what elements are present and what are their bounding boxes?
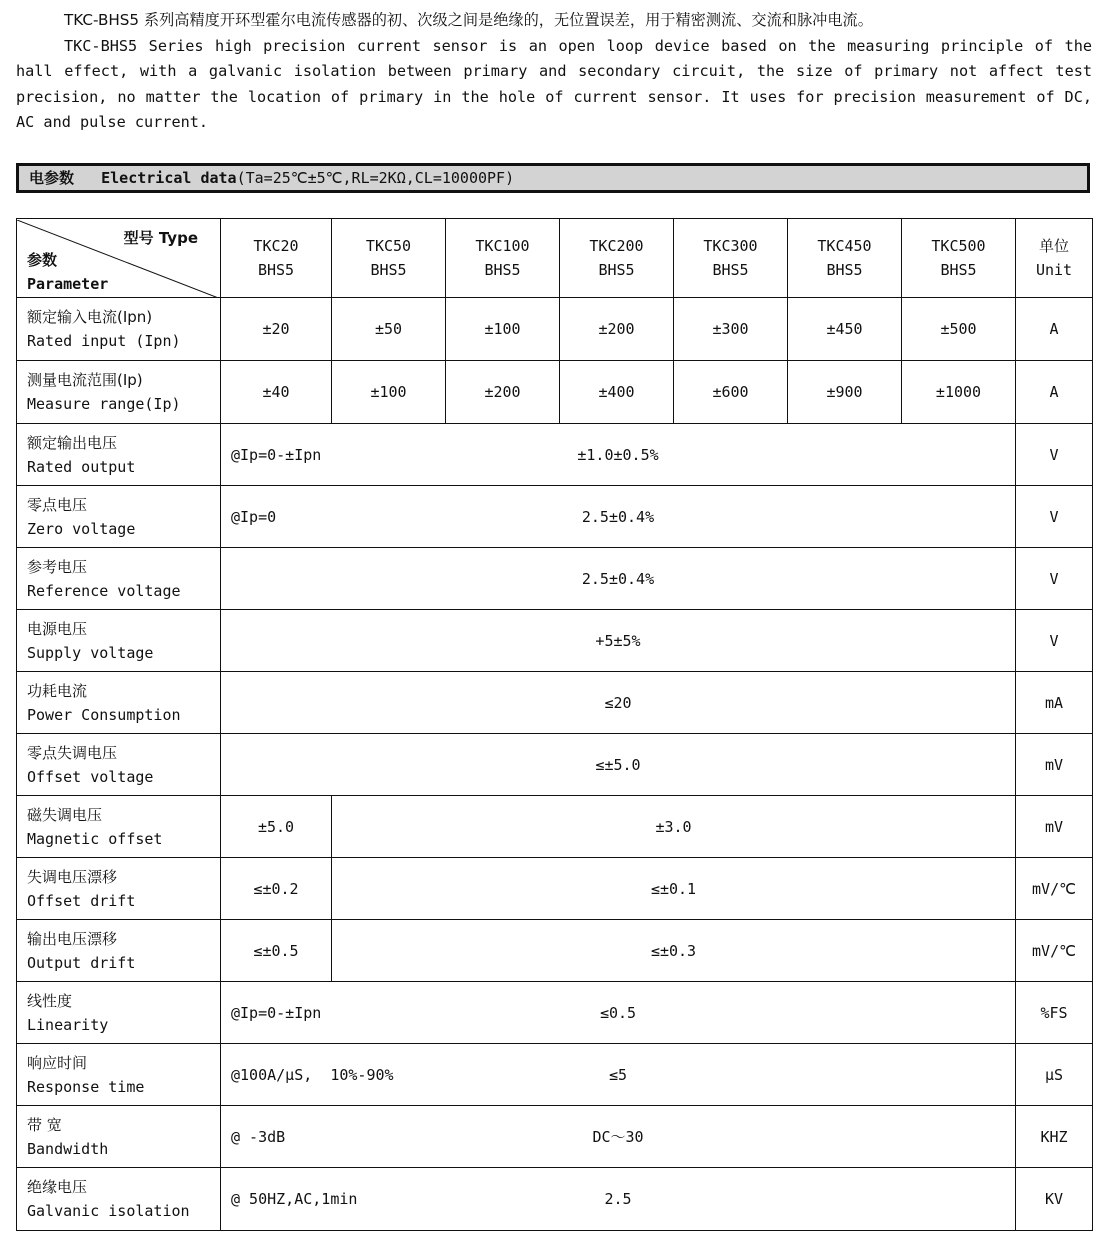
unit-cell: μS: [1016, 1044, 1093, 1106]
value-text: ≤5: [608, 1065, 628, 1084]
row-output-drift: [17, 920, 1093, 982]
condition-text: @Ip=0: [231, 507, 277, 526]
param-label: 额定输出电压 Rated output: [17, 424, 221, 486]
unit-cell: mV: [1016, 734, 1093, 796]
value-span-cell: ≤±0.3: [332, 920, 1016, 982]
value-cell: ±100: [332, 361, 446, 424]
row-rated-input: [17, 298, 1093, 361]
intro-text: [16, 8, 1092, 136]
condition-text: @Ip=0-±Ipn: [231, 445, 322, 464]
value-cell: ±300: [674, 298, 788, 361]
row-power-consumption: [17, 672, 1093, 734]
header-model-tkc50: TKC50 BHS5: [332, 219, 446, 298]
value-cell: ±5.0: [221, 796, 332, 858]
value-text: ≤0.5: [599, 1003, 637, 1022]
param-label: 输出电压漂移 Output drift: [17, 920, 221, 982]
value-span-cell: ≤±0.1: [332, 858, 1016, 920]
condition-text: @100A/μS, 10%-90%: [231, 1065, 394, 1084]
value-span-cell: ≤±5.0: [221, 734, 1016, 796]
header-model-tkc100: TKC100 BHS5: [446, 219, 560, 298]
row-magnetic-offset: [17, 796, 1093, 858]
value-cell: ±450: [788, 298, 902, 361]
value-text: DC～30: [592, 1127, 644, 1146]
param-label: 参考电压 Reference voltage: [17, 548, 221, 610]
unit-cell: mA: [1016, 672, 1093, 734]
header-model-tkc300: TKC300 BHS5: [674, 219, 788, 298]
value-span-cell: [221, 486, 1016, 548]
value-cell: ±40: [221, 361, 332, 424]
unit-cell: A: [1016, 361, 1093, 424]
header-unit: 单位 Unit: [1016, 219, 1093, 298]
row-offset-drift: [17, 858, 1093, 920]
unit-cell: V: [1016, 548, 1093, 610]
value-cell: ±20: [221, 298, 332, 361]
value-span-cell: [221, 1168, 1016, 1231]
section-header-electrical-data: [16, 163, 1090, 193]
header-model-tkc450: TKC450 BHS5: [788, 219, 902, 298]
param-label: 线性度 Linearity: [17, 982, 221, 1044]
unit-cell: mV/℃: [1016, 858, 1093, 920]
value-span-cell: [221, 982, 1016, 1044]
row-measure-range: [17, 361, 1093, 424]
row-bandwidth: [17, 1106, 1093, 1168]
unit-cell: KV: [1016, 1168, 1093, 1231]
value-span-cell: ≤20: [221, 672, 1016, 734]
header-diagonal-cell: [17, 219, 221, 298]
row-rated-output: [17, 424, 1093, 486]
value-cell: ±500: [902, 298, 1016, 361]
row-supply-voltage: [17, 610, 1093, 672]
value-span-cell: [221, 424, 1016, 486]
section-title-zh: 电参数: [29, 169, 75, 187]
value-cell: ±600: [674, 361, 788, 424]
value-cell: ±400: [560, 361, 674, 424]
row-linearity: [17, 982, 1093, 1044]
unit-cell: V: [1016, 424, 1093, 486]
value-span-cell: +5±5%: [221, 610, 1016, 672]
value-text: 2.5: [604, 1190, 632, 1208]
unit-cell: mV: [1016, 796, 1093, 858]
electrical-data-table: [16, 218, 1093, 1231]
header-param-en: Parameter: [27, 274, 109, 293]
unit-cell: KHZ: [1016, 1106, 1093, 1168]
unit-cell: A: [1016, 298, 1093, 361]
section-conditions: (Ta=25℃±5℃,RL=2KΩ,CL=10000PF): [236, 169, 515, 187]
value-span-cell: [221, 1044, 1016, 1106]
value-cell: ≤±0.2: [221, 858, 332, 920]
param-label: 功耗电流 Power Consumption: [17, 672, 221, 734]
unit-cell: mV/℃: [1016, 920, 1093, 982]
param-label: 磁失调电压 Magnetic offset: [17, 796, 221, 858]
param-label: 绝缘电压 Galvanic isolation: [17, 1168, 221, 1231]
param-label: 零点失调电压 Offset voltage: [17, 734, 221, 796]
table-header-row: [17, 219, 1093, 298]
param-label: 电源电压 Supply voltage: [17, 610, 221, 672]
row-galvanic-isolation: [17, 1168, 1093, 1231]
param-label: 零点电压 Zero voltage: [17, 486, 221, 548]
intro-chinese: TKC-BHS5 系列高精度开环型霍尔电流传感器的初、次级之间是绝缘的，无位置误差，用于精密测流、交流和脉冲电流。: [64, 11, 873, 29]
condition-text: @Ip=0-±Ipn: [231, 1003, 322, 1022]
row-response-time: [17, 1044, 1093, 1106]
unit-cell: V: [1016, 486, 1093, 548]
value-cell: ±900: [788, 361, 902, 424]
param-label: 失调电压漂移 Offset drift: [17, 858, 221, 920]
param-label: 额定输入电流(Ipn) Rated input (Ipn): [17, 298, 221, 361]
value-text: ±1.0±0.5%: [577, 445, 659, 464]
value-cell: ±50: [332, 298, 446, 361]
value-text: 2.5±0.4%: [581, 507, 655, 526]
param-label: 测量电流范围(Ip) Measure range(Ip): [17, 361, 221, 424]
param-label: 响应时间 Response time: [17, 1044, 221, 1106]
unit-cell: V: [1016, 610, 1093, 672]
row-reference-voltage: [17, 548, 1093, 610]
condition-text: @ -3dB: [231, 1127, 286, 1146]
header-param-zh: 参数: [27, 250, 58, 269]
value-cell: ±200: [560, 298, 674, 361]
row-offset-voltage: [17, 734, 1093, 796]
param-label: 带 宽 Bandwidth: [17, 1106, 221, 1168]
header-model-tkc200: TKC200 BHS5: [560, 219, 674, 298]
condition-text: @ 50HZ,AC,1min: [231, 1190, 358, 1208]
value-cell: ±100: [446, 298, 560, 361]
intro-english: TKC-BHS5 Series high precision current sensor is an open loop device based on the measuring principle of the hall effect, with a galvanic isolation between primary and secondary circuit, the size of primary not affect test precision, no matter the location of primary in the hole of current sensor. It uses for precision measurement of DC, AC and pulse current.: [16, 36, 1092, 131]
header-model-tkc20: TKC20 BHS5: [221, 219, 332, 298]
header-type-label: 型号 Type: [123, 228, 198, 247]
header-model-tkc500: TKC500 BHS5: [902, 219, 1016, 298]
row-zero-voltage: [17, 486, 1093, 548]
value-span-cell: 2.5±0.4%: [221, 548, 1016, 610]
value-cell: ≤±0.5: [221, 920, 332, 982]
value-cell: ±1000: [902, 361, 1016, 424]
section-title-en: Electrical data: [101, 169, 237, 187]
value-cell: ±200: [446, 361, 560, 424]
unit-cell: %FS: [1016, 982, 1093, 1044]
value-span-cell: [221, 1106, 1016, 1168]
value-span-cell: ±3.0: [332, 796, 1016, 858]
